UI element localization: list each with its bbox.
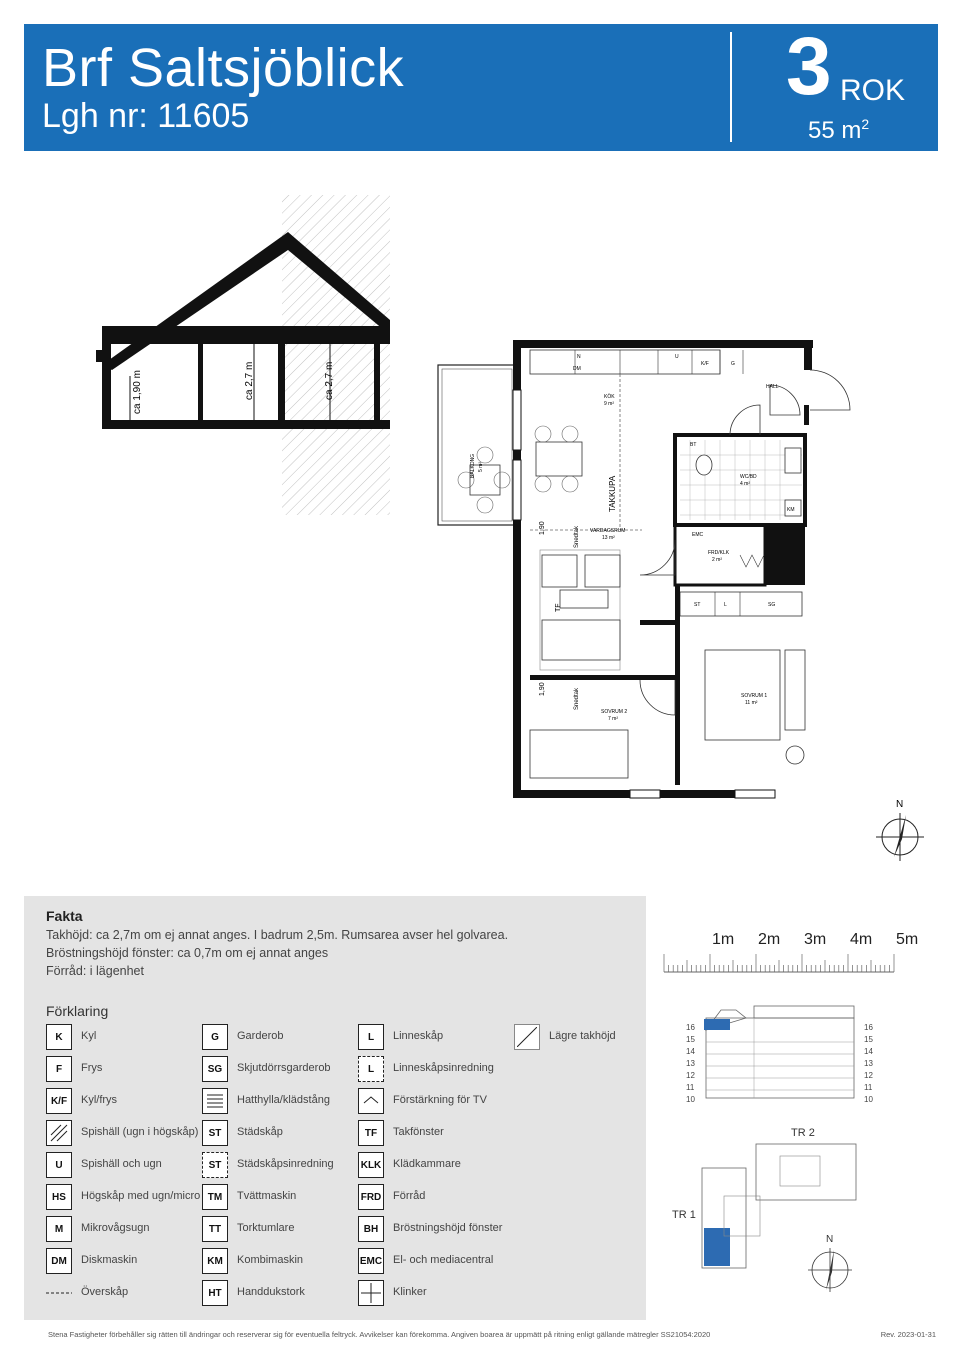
legend-symbol xyxy=(46,1280,72,1306)
legend-item xyxy=(46,1024,206,1052)
room-sovrum1: SOVRUM 1 xyxy=(741,693,768,699)
scale-label: 3m xyxy=(804,931,827,948)
legend-symbol: TM xyxy=(202,1184,228,1210)
legend-label: Städskåpsinredning xyxy=(237,1158,334,1170)
fakta-title: Fakta xyxy=(46,908,83,924)
legend-item xyxy=(202,1088,362,1116)
scale-bar xyxy=(646,896,938,1320)
label-tf: TF xyxy=(555,603,562,612)
site-plan xyxy=(672,1127,856,1292)
scale-label: 5m xyxy=(896,931,919,948)
label-km: KM xyxy=(787,507,795,513)
floor-label-right: 14 xyxy=(864,1047,873,1056)
fakta-line-2: Bröstningshöjd fönster: ca 0,7m om ej annat anges xyxy=(46,946,329,960)
label-takkupa: TAKKUPA xyxy=(608,475,617,512)
legend-symbol: EMC xyxy=(358,1248,384,1274)
room-vardagsrum: VARDAGSRUM xyxy=(590,528,626,534)
legend-label: Klädkammare xyxy=(393,1158,461,1170)
legend-item xyxy=(202,1184,362,1212)
scale-label: 2m xyxy=(758,931,781,948)
legend-label: Förstärkning för TV xyxy=(393,1094,487,1106)
legend-symbol: KM xyxy=(202,1248,228,1274)
floor-label-left: 12 xyxy=(686,1071,695,1080)
legend-item xyxy=(202,1152,362,1180)
legend-symbol: L xyxy=(358,1056,384,1082)
info-panel xyxy=(24,896,938,1320)
header-divider xyxy=(730,32,732,142)
tr1-label: TR 1 xyxy=(672,1209,696,1221)
legend-label: Förråd xyxy=(393,1190,426,1202)
fakta-line-1: Takhöjd: ca 2,7m om ej annat anges. I badrum 2,5m. Rumsarea avser hel golvarea. xyxy=(46,928,509,942)
legend-item xyxy=(202,1248,362,1276)
legend-symbol: ST xyxy=(202,1152,228,1178)
apartment-area: 55 $m^2$ xyxy=(808,116,870,144)
legend-item xyxy=(202,1216,362,1244)
legend-label: Kyl/frys xyxy=(81,1094,118,1106)
legend-label: Linneskåpsinredning xyxy=(393,1062,494,1074)
legend-item xyxy=(202,1024,362,1052)
label-k: N xyxy=(577,354,581,360)
floor-plan xyxy=(430,330,870,810)
room-vardagsrum-area: 13 m² xyxy=(602,535,615,541)
section-height-3: ca 2,7 m xyxy=(324,361,335,400)
legend-item xyxy=(358,1248,518,1276)
legend-label: El- och mediacentral xyxy=(393,1254,494,1266)
floor-label-right: 13 xyxy=(864,1059,873,1068)
legend-label: Städskåp xyxy=(237,1126,283,1138)
label-kf: K/F xyxy=(701,361,709,367)
legend-label: Högskåp med ugn/micro xyxy=(81,1190,201,1202)
room-sovrum2: SOVRUM 2 xyxy=(601,709,628,715)
legend-symbol xyxy=(358,1088,384,1114)
room-unit: ROK xyxy=(840,74,906,107)
legend-symbol: K xyxy=(46,1024,72,1050)
legend-label: Mikrovågsugn xyxy=(81,1222,150,1234)
legend-label: Lägre takhöjd xyxy=(549,1030,616,1042)
legend-label: Skjutdörrsgarderob xyxy=(237,1062,331,1074)
legend-item xyxy=(202,1280,362,1308)
legend-item xyxy=(46,1088,206,1116)
room-kok: KÖK xyxy=(604,394,615,400)
floor-label-left: 11 xyxy=(686,1083,695,1092)
section-height-2: ca 2,7 m xyxy=(244,361,255,400)
label-bt: BT xyxy=(690,442,697,448)
legend-item xyxy=(46,1152,206,1180)
room-balkong-area: 5 m² xyxy=(478,462,484,472)
header-banner xyxy=(24,21,938,151)
label-g: G xyxy=(731,361,735,367)
label-sg: SG xyxy=(768,602,776,608)
revision-date: Rev. 2023-01-31 xyxy=(880,1330,936,1339)
footer-disclaimer: Stena Fastigheter förbehåller sig rätten till ändringar och reserverar sig för eventuella feltryck. Avvikelser kan förekomma. Angiven boarea är uppmätt på ritning enligt gällande mätregler SS21054:2020 xyxy=(48,1330,711,1339)
legend-symbol xyxy=(358,1280,384,1306)
legend-symbol: SG xyxy=(202,1056,228,1082)
legend-label: Frys xyxy=(81,1062,103,1074)
label-st: ST xyxy=(694,602,701,608)
legend-symbol: HS xyxy=(46,1184,72,1210)
label-height-1: 1,90 xyxy=(539,521,546,535)
compass-north: N xyxy=(896,799,904,810)
legend-label: Klinker xyxy=(393,1286,427,1298)
legend-item xyxy=(358,1024,518,1052)
legend-label: Spishäll och ugn xyxy=(81,1158,162,1170)
label-dm: DM xyxy=(573,366,581,372)
room-frd-area: 2 m² xyxy=(712,557,722,563)
floor-label-right: 15 xyxy=(864,1035,873,1044)
legend-label: Kyl xyxy=(81,1030,97,1042)
section-height-1: ca 1,90 m xyxy=(132,370,143,414)
legend-label: Överskåp xyxy=(81,1286,129,1298)
room-hall: HALL xyxy=(766,384,779,390)
legend-label: Spishäll (ugn i högskåp) xyxy=(81,1126,199,1138)
room-kok-area: 9 m² xyxy=(604,401,614,407)
label-l: L xyxy=(724,602,727,608)
legend-symbol: HT xyxy=(202,1280,228,1306)
floor-label-right: 10 xyxy=(864,1095,873,1104)
legend-item xyxy=(358,1280,518,1308)
legend-symbol xyxy=(514,1024,540,1050)
legend-item xyxy=(46,1184,206,1212)
legend-label: Handdukstork xyxy=(237,1286,305,1298)
legend-label: Kombimaskin xyxy=(237,1254,304,1266)
legend-symbol: BH xyxy=(358,1216,384,1242)
room-sovrum1-area: 11 m² xyxy=(745,700,758,706)
site-north: N xyxy=(826,1234,834,1245)
legend-item xyxy=(46,1216,206,1244)
legend-symbol: TF xyxy=(358,1120,384,1146)
legend-item xyxy=(46,1280,206,1308)
legend-symbol: G xyxy=(202,1024,228,1050)
compass-rose xyxy=(870,795,930,865)
legend-symbol: DM xyxy=(46,1248,72,1274)
legend-item xyxy=(358,1056,518,1084)
floor-label-left: 10 xyxy=(686,1095,695,1104)
legend-title: Förklaring xyxy=(46,1003,109,1019)
legend-label: Bröstningshöjd fönster xyxy=(393,1222,503,1234)
legend-label: Takfönster xyxy=(393,1126,444,1138)
room-wc: WC/BD xyxy=(740,474,757,480)
legend-label: Garderob xyxy=(237,1030,284,1042)
building-name: Brf Saltsjöblick xyxy=(42,38,405,98)
legend-symbol: KLK xyxy=(358,1152,384,1178)
floor-label-right: 16 xyxy=(864,1023,873,1032)
label-snedtak-1: Snedtak xyxy=(574,525,580,548)
legend-item xyxy=(46,1056,206,1084)
legend-symbol: ST xyxy=(202,1120,228,1146)
legend-item xyxy=(358,1184,518,1212)
room-sovrum2-area: 7 m² xyxy=(608,716,618,722)
scale-panel xyxy=(646,896,938,1320)
room-count: 3 xyxy=(786,21,832,112)
floor-label-right: 12 xyxy=(864,1071,873,1080)
legend-symbol: TT xyxy=(202,1216,228,1242)
legend-label: Linneskåp xyxy=(393,1030,444,1042)
section-drawing xyxy=(90,190,400,520)
legend-item xyxy=(46,1120,206,1148)
room-frd: FRD/KLK xyxy=(708,550,730,556)
legend-symbol xyxy=(202,1088,228,1114)
room-wc-area: 4 m² xyxy=(740,481,750,487)
room-balkong: BALKONG xyxy=(470,453,476,478)
scale-label: 4m xyxy=(850,931,873,948)
legend-symbol: F xyxy=(46,1056,72,1082)
legend-label: Torktumlare xyxy=(237,1222,295,1234)
tr2-label: TR 2 xyxy=(791,1127,815,1139)
legend-label: Hatthylla/klädstång xyxy=(237,1094,330,1106)
legend-item xyxy=(358,1120,518,1148)
legend-item xyxy=(202,1056,362,1084)
legend-symbol: U xyxy=(46,1152,72,1178)
floor-label-left: 16 xyxy=(686,1023,695,1032)
floor-label-right: 11 xyxy=(864,1083,873,1092)
legend-symbol: M xyxy=(46,1216,72,1242)
floor-label-left: 15 xyxy=(686,1035,695,1044)
legend-symbol xyxy=(46,1120,72,1146)
legend-symbol: K/F xyxy=(46,1088,72,1114)
label-height-2: 1,90 xyxy=(539,682,546,696)
legend-symbol: FRD xyxy=(358,1184,384,1210)
legend-item xyxy=(202,1120,362,1148)
label-snedtak-2: Snedtak xyxy=(574,687,580,710)
floor-label-left: 13 xyxy=(686,1059,695,1068)
label-u: U xyxy=(675,354,679,360)
legend-item xyxy=(46,1248,206,1276)
legend-item xyxy=(358,1216,518,1244)
legend-label: Diskmaskin xyxy=(81,1254,138,1266)
floor-label-left: 14 xyxy=(686,1047,695,1056)
scale-label: 1m xyxy=(712,931,735,948)
legend-label: Tvättmaskin xyxy=(237,1190,297,1202)
apartment-number: Lgh nr: 11605 xyxy=(42,97,250,135)
fakta-line-3: Förråd: i lägenhet xyxy=(46,964,144,978)
label-emc: EMC xyxy=(692,532,704,538)
legend-item xyxy=(358,1088,518,1116)
legend-item xyxy=(358,1152,518,1180)
legend-symbol: L xyxy=(358,1024,384,1050)
building-elevation xyxy=(704,1006,854,1098)
